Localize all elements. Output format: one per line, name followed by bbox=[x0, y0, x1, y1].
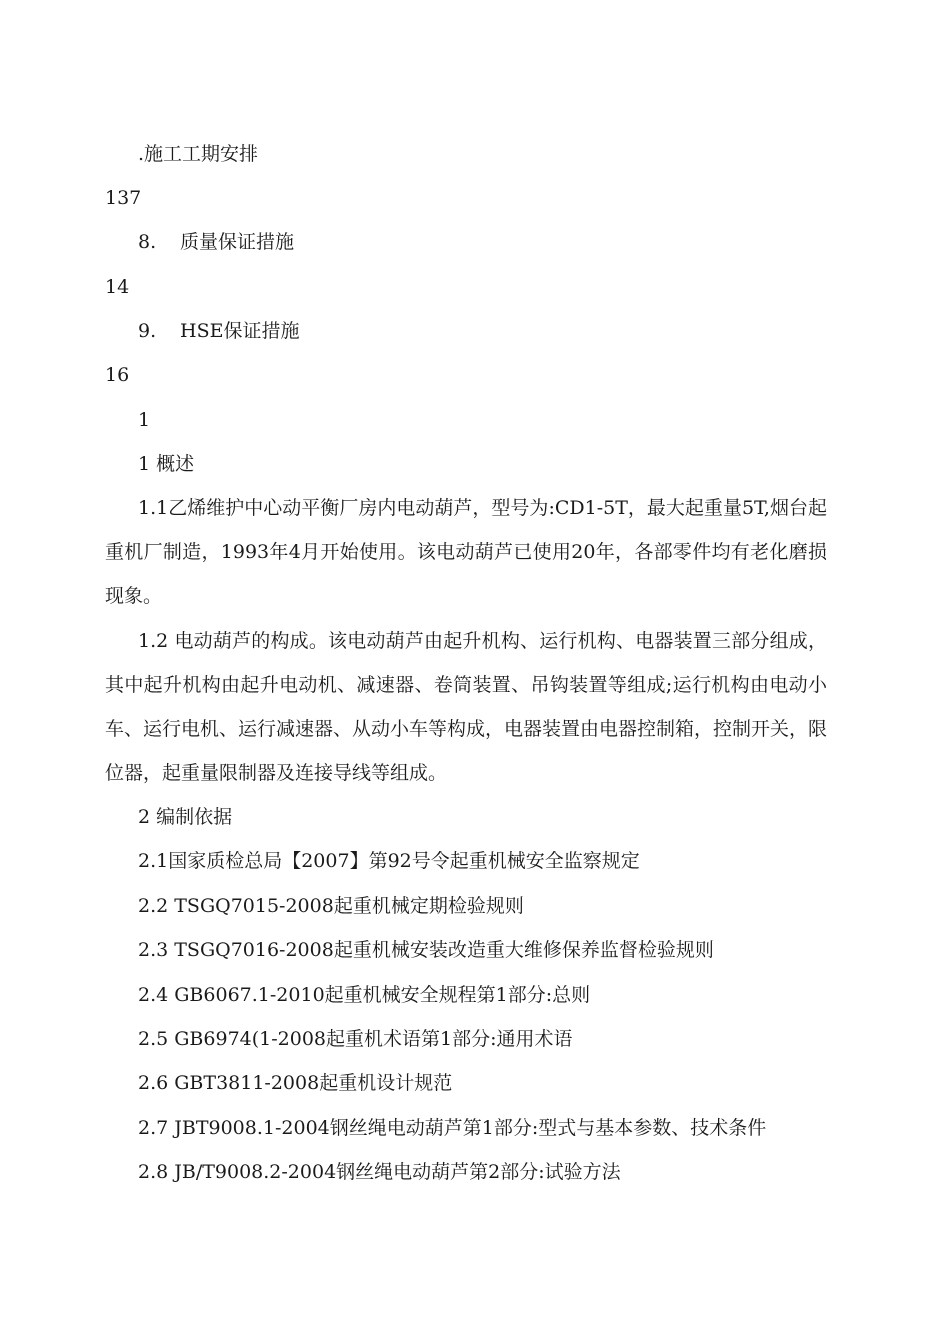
reference-item: 2.7 JBT9008.1-2004钢丝绳电动葫芦第1部分:型式与基本参数、技术条件 bbox=[138, 1117, 767, 1139]
toc-entry bbox=[138, 231, 294, 253]
reference-item: 2.5 GB6974(1-2008起重机术语第1部分:通用术语 bbox=[138, 1028, 573, 1050]
toc-entry-number: 9. bbox=[138, 320, 157, 342]
toc-entry-page: 14 bbox=[105, 276, 130, 298]
section-heading: 1 概述 bbox=[138, 453, 195, 475]
toc-entry-number: 8. bbox=[138, 231, 157, 253]
reference-item: 2.6 GBT3811-2008起重机设计规范 bbox=[138, 1072, 453, 1094]
reference-item: 2.4 GB6067.1-2010起重机械安全规程第1部分:总则 bbox=[138, 984, 591, 1006]
toc-entry-page: 137 bbox=[105, 187, 142, 209]
toc-entry-page: 16 bbox=[105, 364, 130, 386]
toc-entry-title: .施工工期安排 bbox=[138, 143, 259, 165]
reference-item: 2.1国家质检总局【2007】第92号令起重机械安全监察规定 bbox=[138, 850, 640, 872]
reference-item: 2.8 JB/T9008.2-2004钢丝绳电动葫芦第2部分:试验方法 bbox=[138, 1161, 621, 1183]
toc-entry-title: 质量保证措施 bbox=[180, 231, 295, 253]
section-heading: 2 编制依据 bbox=[138, 806, 233, 828]
toc-entry-title: HSE保证措施 bbox=[180, 320, 300, 342]
paragraph: 1.2 电动葫芦的构成。该电动葫芦由起升机构、运行机构、电器装置三部分组成，其中起升机构由起升电动机、减速器、卷筒装置、吊钩装置等组成;运行机构由电动小车、运行电机、运行减速器、从动小车等构成，电器装置由电器控制箱，控制开关，限位器，起重量限制器及连接导线等组成。 bbox=[105, 630, 828, 784]
page-number: 1 bbox=[138, 409, 151, 431]
reference-item: 2.3 TSGQ7016-2008起重机械安装改造重大维修保养监督检验规则 bbox=[138, 939, 714, 961]
reference-item: 2.2 TSGQ7015-2008起重机械定期检验规则 bbox=[138, 895, 524, 917]
paragraph: 1.1乙烯维护中心动平衡厂房内电动葫芦，型号为:CD1-5T，最大起重量5T,烟台起重机厂制造，1993年4月开始使用。该电动葫芦已使用20年，各部零件均有老化磨损现象。 bbox=[105, 497, 827, 607]
toc-entry bbox=[138, 320, 299, 342]
